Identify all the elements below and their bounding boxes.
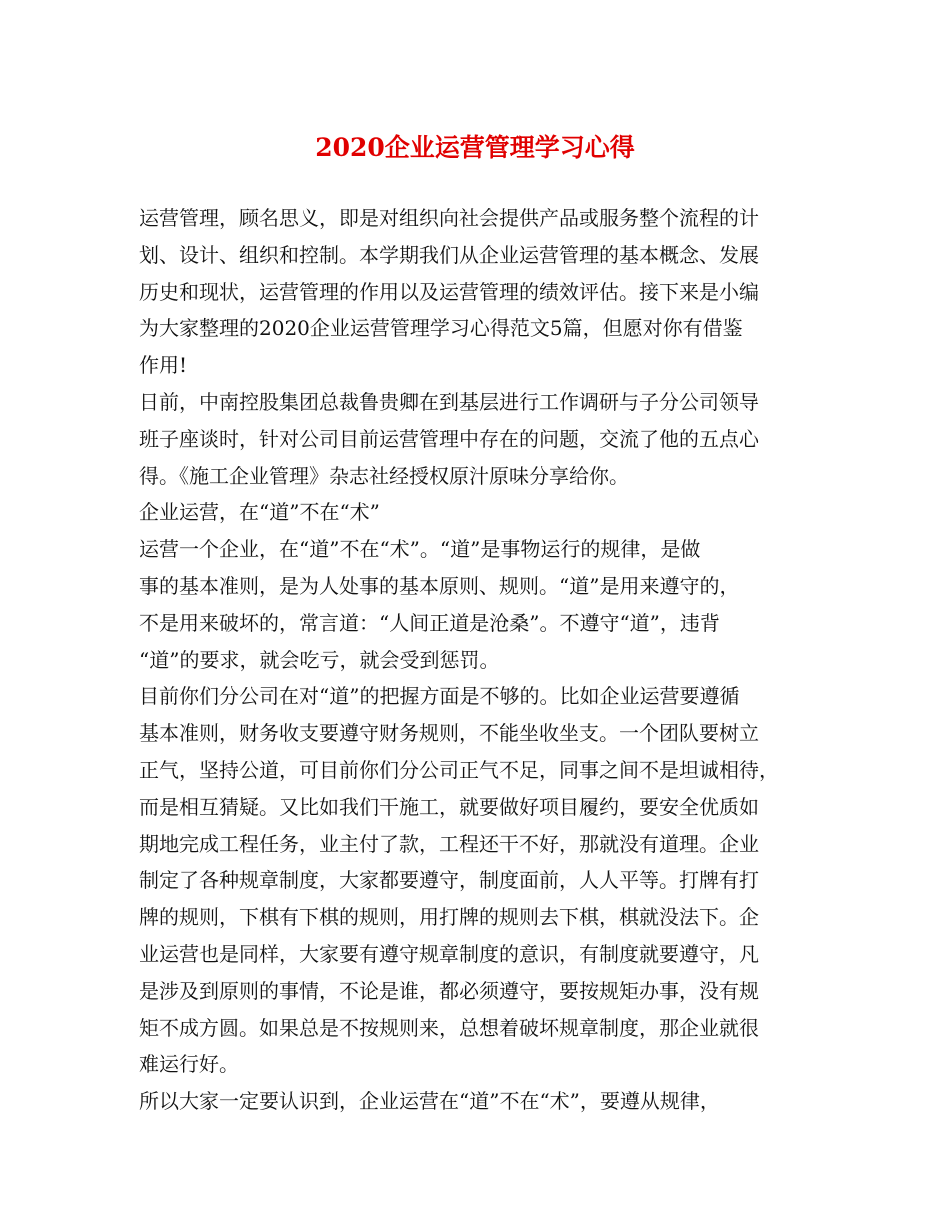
text-line: 得。《施工企业管理》杂志社经授权原汁原味分享给你。	[139, 463, 629, 488]
text-line: 日前，中南控股集团总裁鲁贵卿在到基层进行工作调研与子分公司领导	[139, 389, 759, 414]
text-line: 基本准则，财务收支要遵守财务规则，不能坐收坐支。一个团队要树立	[139, 721, 759, 746]
document-body	[139, 200, 833, 1120]
text-line: “道”的要求，就会吃亏，就会受到惩罚。	[139, 647, 500, 672]
text-line: 运营管理，顾名思义，即是对组织向社会提供产品或服务整个流程的计	[139, 206, 759, 230]
text-line: 历史和现状，运营管理的作用以及运营管理的绩效评估。接下来是小编	[139, 279, 759, 304]
text-line: 事的基本准则，是为人处事的基本原则、规则。“道”是用来遵守的，	[139, 573, 740, 598]
text-line: 矩不成方圆。如果总是不按规则来，总想着破坏规章制度，那企业就很	[139, 1015, 759, 1040]
paragraph	[139, 494, 833, 531]
text-line: 难运行好。	[139, 1052, 239, 1077]
text-line: 而是相互猜疑。又比如我们干施工，就要做好项目履约，要安全优质如	[139, 794, 759, 819]
paragraph	[139, 531, 833, 678]
text-line: 划、设计、组织和控制。本学期我们从企业运营管理的基本概念、发展	[139, 242, 759, 267]
text-line: 不是用来破坏的，常言道：“人间正道是沧桑”。不遵守“道”，违背	[139, 610, 720, 635]
text-line: 期地完成工程任务，业主付了款，工程还干不好，那就没有道理。企业	[139, 831, 759, 856]
text-line: 所以大家一定要认识到，企业运营在“道”不在“术”，要遵从规律，	[139, 1089, 720, 1114]
text-line: 运营一个企业，在“道”不在“术”。“道”是事物运行的规律，是做	[139, 537, 701, 562]
text-line: 作用!	[139, 353, 188, 378]
text-line: 是涉及到原则的事情，不论是谁，都必须遵守，要按规矩办事，没有规	[139, 978, 759, 1003]
text-line: 企业运营，在“道”不在“术”	[139, 500, 380, 525]
paragraph	[139, 200, 833, 384]
text-line: 为大家整理的2020企业运营管理学习心得范文5篇，但愿对你有借鉴	[139, 316, 743, 341]
text-line: 业运营也是同样，大家要有遵守规章制度的意识，有制度就要遵守，凡	[139, 941, 759, 966]
paragraph	[139, 678, 833, 1083]
text-line: 正气，坚持公道，可目前你们分公司正气不足，同事之间不是坦诚相待，	[139, 757, 779, 782]
text-line: 目前你们分公司在对“道”的把握方面是不够的。比如企业运营要遵循	[139, 684, 740, 709]
paragraph	[139, 384, 833, 494]
text-line: 制定了各种规章制度，大家都要遵守，制度面前，人人平等。打牌有打	[139, 868, 759, 893]
paragraph	[139, 1083, 833, 1120]
document-title: 2020企业运营管理学习心得	[315, 133, 635, 162]
text-line: 班子座谈时，针对公司目前运营管理中存在的问题，交流了他的五点心	[139, 426, 759, 451]
text-line: 牌的规则，下棋有下棋的规则，用打牌的规则去下棋，棋就没法下。企	[139, 905, 759, 930]
